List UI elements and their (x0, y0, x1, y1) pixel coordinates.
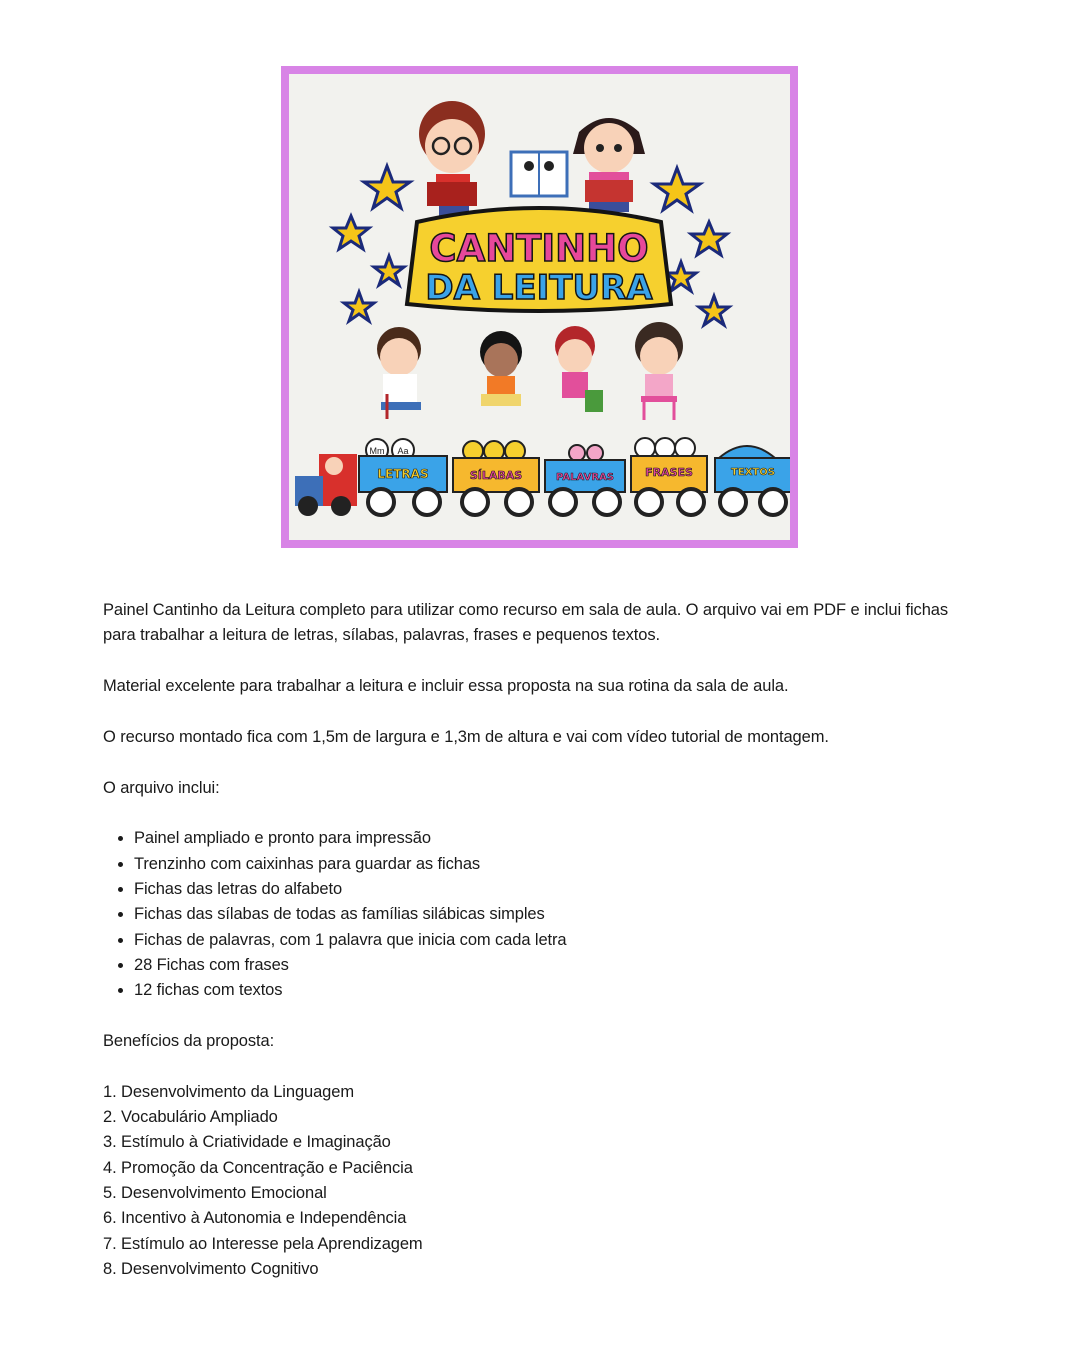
boy-reading-figure (419, 101, 485, 216)
material-paragraph: Material excelente para trabalhar a leitura e incluir essa proposta na sua rotina da sala de aula. (103, 677, 789, 696)
train-car-label: TEXTOS (731, 467, 775, 478)
train-car-label: FRASES (645, 466, 693, 479)
list-item: • 28 Fichas com frases (134, 953, 983, 978)
list-item: • Fichas de palavras, com 1 palavra que inicia com cada letra (134, 928, 983, 953)
benefits-heading: Benefícios da proposta: (103, 1032, 275, 1051)
list-item: 6. Incentivo à Autonomia e Independência (103, 1209, 407, 1228)
card-letter-1: Mm (369, 446, 385, 456)
list-item: • Fichas das sílabas de todas as famílias silábicas simples (134, 902, 983, 927)
size-paragraph: O recurso montado fica com 1,5m de largura e 1,3m de altura e vai com vídeo tutorial de montagem. (103, 727, 829, 746)
includes-list (103, 826, 983, 1003)
card-letter-2: Aa (397, 446, 409, 456)
list-item: • Fichas das letras do alfabeto (134, 877, 983, 902)
reading-corner-sign (407, 208, 671, 311)
list-item: 8. Desenvolvimento Cognitivo (103, 1259, 319, 1278)
train-car-label: PALAVRAS (556, 472, 614, 483)
list-item: 3. Estímulo à Criatividade e Imaginação (103, 1133, 391, 1152)
list-item: 4. Promoção da Concentração e Paciência (103, 1158, 413, 1177)
reading-corner-panel-illustration (289, 74, 790, 540)
sign-line-1: CANTINHO (429, 227, 649, 270)
sign-line-2: DA LEITURA (425, 268, 653, 308)
list-item: 2. Vocabulário Ampliado (103, 1108, 278, 1127)
list-item: 1. Desenvolvimento da Linguagem (103, 1082, 354, 1101)
intro-paragraph: Painel Cantinho da Leitura completo para utilizar como recurso em sala de aula. O arquivo vai em PDF e inclui fichas para trabalhar a leitura de letras, sílabas, palavras, frases e pequenos textos. (103, 601, 948, 645)
book-mascot-figure (511, 152, 567, 196)
includes-heading: O arquivo inclui: (103, 778, 220, 797)
train-car-label: SÍLABAS (469, 469, 523, 482)
list-item: • 12 fichas com textos (134, 978, 983, 1003)
product-photo (281, 66, 798, 548)
train-car-label: LETRAS (377, 467, 429, 481)
product-description (103, 598, 983, 1282)
benefits-list (103, 1080, 983, 1282)
list-item: 5. Desenvolvimento Emocional (103, 1184, 327, 1203)
list-item: • Trenzinho com caixinhas para guardar as fichas (134, 852, 983, 877)
list-item: 7. Estímulo ao Interesse pela Aprendizagem (103, 1234, 423, 1253)
list-item: • Painel ampliado e pronto para impressão (134, 826, 983, 851)
